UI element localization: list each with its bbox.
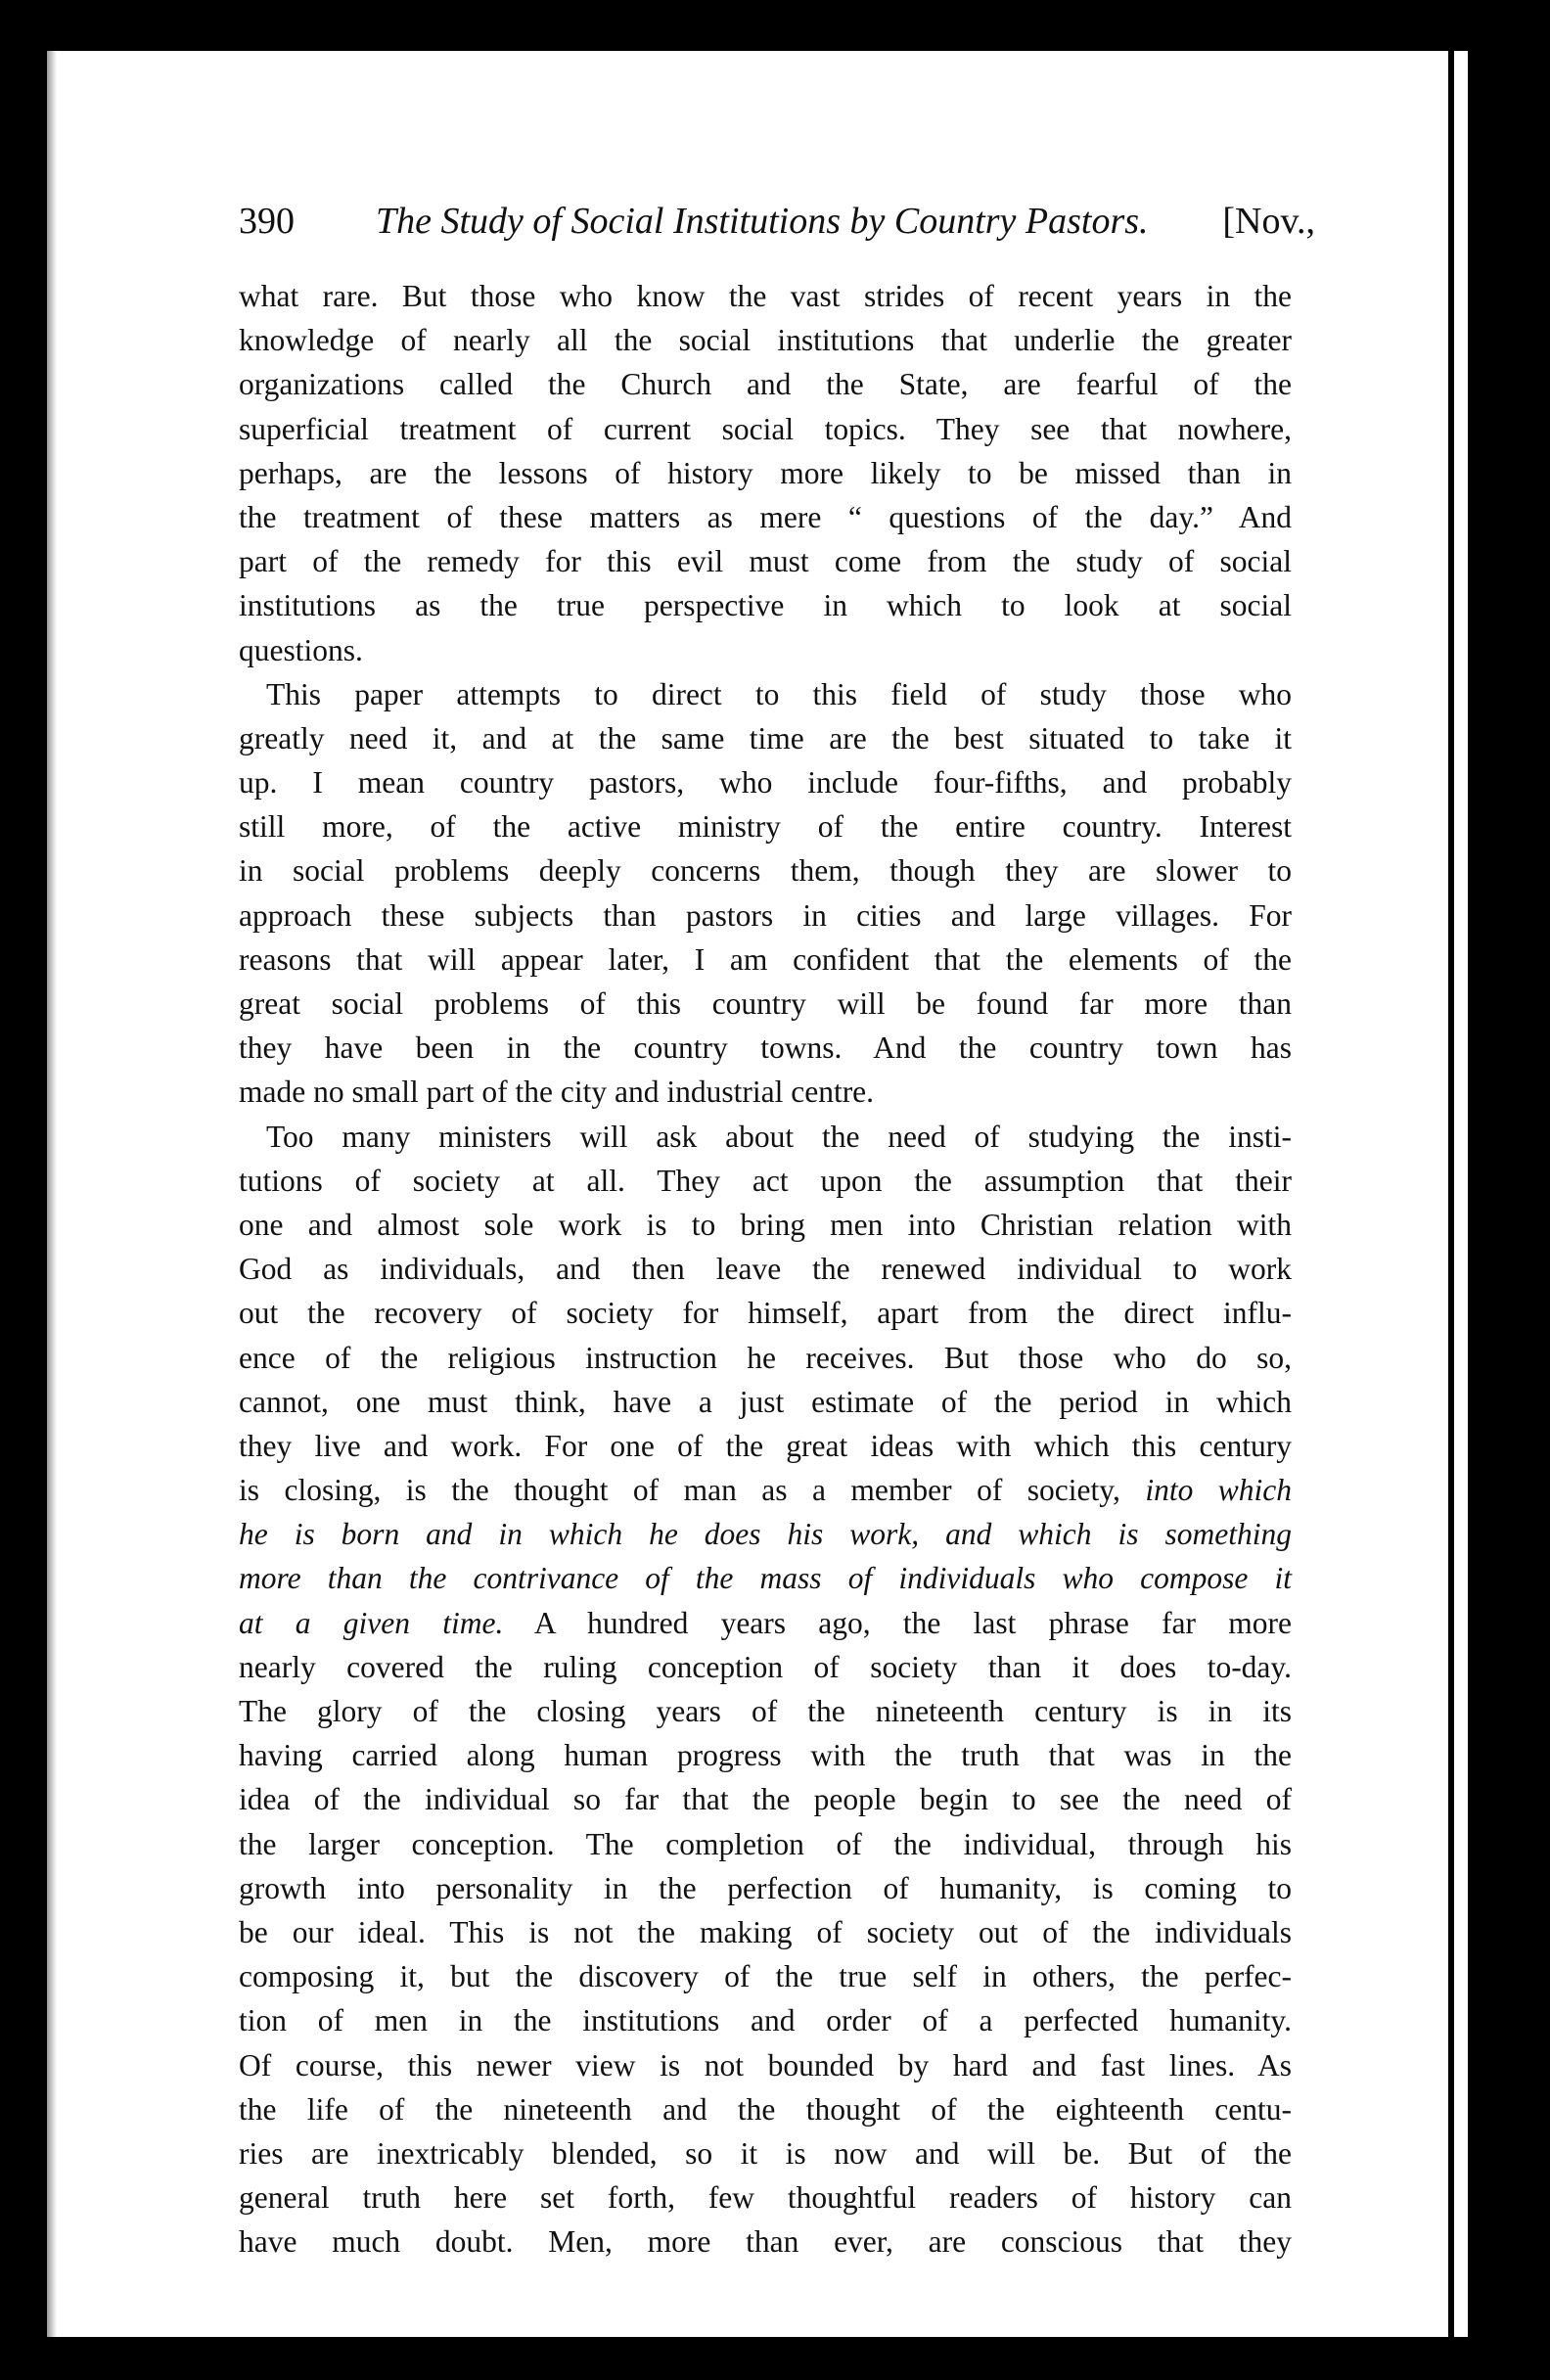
italic-text-run: into which — [1145, 1473, 1293, 1508]
text-line: they live and work. For one of the great ideas with which this century — [239, 1428, 1292, 1463]
running-month: [Nov., — [1222, 201, 1315, 242]
text-line: idea of the individual so far that the people begin to see the need of — [239, 1782, 1292, 1817]
running-head — [239, 196, 1315, 254]
text-line: what rare. But those who know the vast strides of recent years in the — [239, 279, 1292, 313]
paragraph-start-line: Too many ministers will ask about the need of studying the insti- — [266, 1119, 1292, 1154]
text-line: tutions of society at all. They act upon the assumption that their — [239, 1163, 1292, 1198]
text-line: approach these subjects than pastors in cities and large villages. For — [239, 897, 1292, 933]
text-line: Of course, this newer view is not bounded by hard and fast lines. As — [239, 2047, 1292, 2082]
text-line: God as individuals, and then leave the renewed individual to work — [239, 1252, 1292, 1287]
text-line: have much doubt. Men, more than ever, are conscious that they — [239, 2224, 1292, 2260]
text-line: ries are inextricably blended, so it is now and will be. But of the — [239, 2135, 1292, 2171]
text-line: ence of the religious instruction he receives. But those who do so, — [239, 1340, 1292, 1375]
italic-text-line: more than the contrivance of the mass of individuals who compose it — [239, 1561, 1292, 1596]
text-line: growth into personality in the perfection of humanity, is coming to — [239, 1870, 1292, 1905]
italic-text-line: he is born and in which he does his work, and which is something — [239, 1517, 1292, 1552]
text-run: A hundred years ago, the last phrase far more — [533, 1605, 1293, 1640]
text-line: The glory of the closing years of the nineteenth century is in its — [239, 1694, 1292, 1728]
text-line: reasons that will appear later, I am confident that the elements of the — [239, 941, 1292, 977]
italic-text-run: at a given time. — [239, 1605, 504, 1640]
text-line: one and almost sole work is to bring men into Christian relation with — [239, 1207, 1292, 1242]
text-line: nearly covered the ruling conception of society than it does to-day. — [239, 1649, 1292, 1684]
body-text — [239, 274, 1292, 2264]
text-line: cannot, one must think, have a just estimate of the period in which — [239, 1384, 1292, 1419]
text-line: organizations called the Church and the State, are fearful of the — [239, 367, 1292, 402]
text-line: in social problems deeply concerns them, though they are slower to — [239, 853, 1292, 889]
text-line: still more, of the active ministry of the entire country. Interest — [239, 809, 1292, 845]
facing-page-edge — [1454, 51, 1468, 2337]
text-line: the treatment of these matters as mere “ questions of the day.” And — [239, 499, 1292, 534]
text-line: institutions as the true perspective in which to look at social — [239, 588, 1292, 623]
text-line: the larger conception. The completion of the individual, through his — [239, 1826, 1292, 1861]
text-line: they have been in the country towns. And the country town has — [239, 1030, 1292, 1066]
paragraph-start-line: This paper attempts to direct to this field of study those who — [266, 676, 1292, 711]
running-title: The Study of Social Institutions by Country Pastors. — [376, 201, 1149, 242]
text-line: knowledge of nearly all the social institutions that underlie the greater — [239, 323, 1292, 358]
text-run: is closing, is the thought of man as a member of society, — [239, 1473, 1120, 1508]
text-line: greatly need it, and at the same time are the best situated to take it — [239, 720, 1292, 755]
text-line: the life of the nineteenth and the thought of the eighteenth centu- — [239, 2091, 1292, 2127]
text-line: part of the remedy for this evil must come from the study of social — [239, 544, 1292, 579]
text-line: up. I mean country pastors, who include four-fifths, and probably — [239, 765, 1292, 801]
text-line: out the recovery of society for himself, apart from the direct influ- — [239, 1296, 1292, 1331]
text-line: questions. — [239, 632, 363, 667]
text-line — [239, 1601, 1292, 1645]
text-line: superficial treatment of current social topics. They see that nowhere, — [239, 411, 1292, 446]
text-line: tion of men in the institutions and order of a perfected humanity. — [239, 2003, 1292, 2038]
page-number: 390 — [239, 201, 295, 242]
text-line: be our ideal. This is not the making of society out of the individuals — [239, 1914, 1292, 1949]
text-line — [239, 1468, 1292, 1512]
text-line: made no small part of the city and industrial centre. — [239, 1075, 875, 1110]
text-line: composing it, but the discovery of the true self in others, the perfec- — [239, 1959, 1292, 1994]
text-line: great social problems of this country will be found far more than — [239, 986, 1292, 1021]
page-binding-edge — [47, 51, 57, 2337]
text-line: having carried along human progress with the truth that was in the — [239, 1738, 1292, 1773]
text-line: perhaps, are the lessons of history more likely to be missed than in — [239, 455, 1292, 490]
text-line: general truth here set forth, few thoughtful readers of history can — [239, 2180, 1292, 2216]
